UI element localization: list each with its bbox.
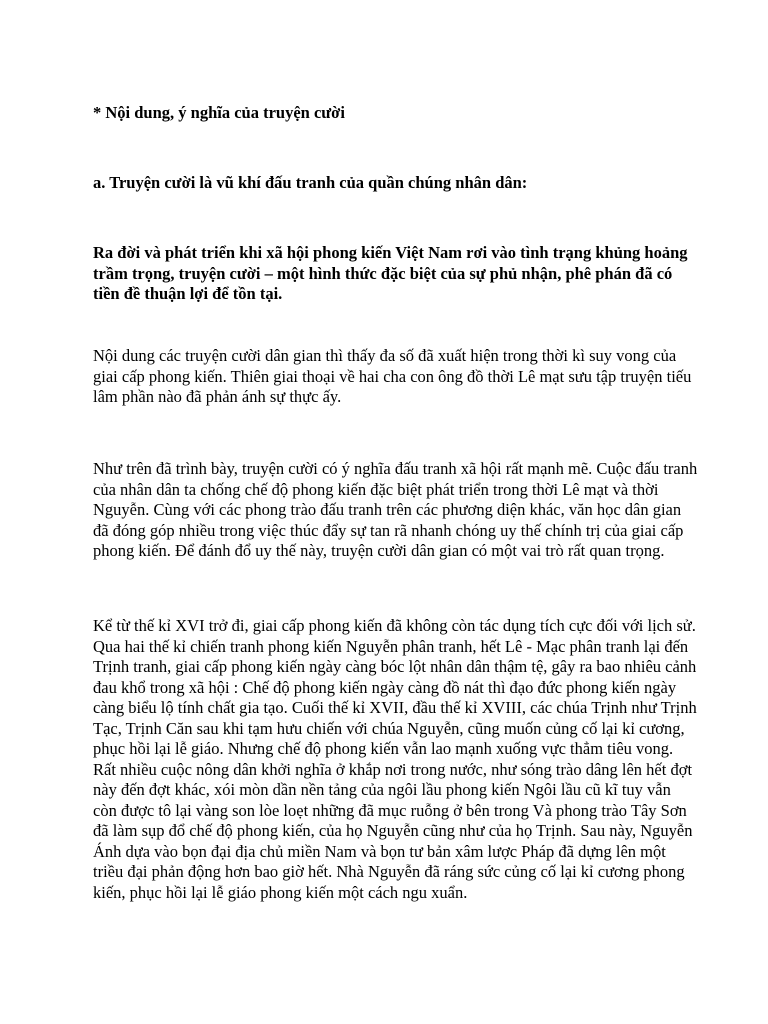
section-heading: * Nội dung, ý nghĩa của truyện cười [93,103,345,122]
subsection-heading: a. Truyện cười là vũ khí đấu tranh của quần chúng nhân dân: [93,173,528,192]
body-paragraph-3: Kể từ thế kỉ XVI trở đi, giai cấp phong kiến đã không còn tác dụng tích cực đối với lịch sử. Qua hai thế kỉ chiến tranh phong kiến Nguyễn phân tranh, hết Lê - Mạc phân tranh lại đến Trịnh tranh, giai cấp phong kiến ngày càng bóc lột nhân dân thậm tệ, gây ra bao nhiêu cảnh đau khổ trong xã hội : Chế độ phong kiến ngày càng đồ nát thì đạo đức phong kiến ngày càng biểu lộ tính chất gia tạo. Cuối thế kỉ XVII, đầu thế kỉ XVIII, các chúa Trịnh như Trịnh Tạc, Trịnh Căn sau khi tạm hưu chiến với chúa Nguyễn, cũng muốn củng cố lại kỉ cương, phục hồi lại lễ giáo. Nhưng chế độ phong kiến vẫn lao mạnh xuống vực thẳm tiêu vong. Rất nhiều cuộc nông dân khởi nghĩa ở khắp nơi trong nước, như sóng trào dâng lên hết đợt này đến đợt khác, xói mòn dần nền tảng của ngôi lầu phong kiến Ngôi lầu cũ kĩ tuy vẫn còn được tô lại vàng son lòe loẹt những đã mục ruỗng ở bên trong Và phong trào Tây Sơn đã làm sụp đổ chế độ phong kiến, của họ Nguyễn cũng như của họ Trịnh. Sau này, Nguyễn Ánh dựa vào bọn đại địa chủ miền Nam và bọn tư bản xâm lược Pháp đã dựng lên một triều đại phản động hơn bao giờ hết. Nhà Nguyễn đã ráng sức củng cố lại kỉ cương phong kiến, phục hồi lại lễ giáo phong kiến một cách ngu xuẩn. [93,616,697,902]
body-paragraph-2: Như trên đã trình bày, truyện cười có ý nghĩa đấu tranh xã hội rất mạnh mẽ. Cuộc đấu tranh của nhân dân ta chống chế độ phong kiến đặc biệt phát triển trong thời Lê mạt và thời Nguyễn. Cùng với các phong trào đấu tranh trên các phương diện khác, văn học dân gian đã đóng góp nhiều trong việc thúc đẩy sự tan rã nhanh chóng uy thế chính trị của giai cấp phong kiến. Để đánh đổ uy thế này, truyện cười dân gian có một vai trò rất quan trọng. [93,459,698,560]
intro-paragraph: Ra đời và phát triển khi xã hội phong kiến Việt Nam rơi vào tình trạng khủng hoảng trầm trọng, truyện cười – một hình thức đặc biệt của sự phủ nhận, phê phán đã có tiền đề thuận lợi để tồn tại. [93,243,688,303]
body-paragraph-1: Nội dung các truyện cười dân gian thì thấy đa số đã xuất hiện trong thời kì suy vong của giai cấp phong kiến. Thiên giai thoại về hai cha con ông đồ thời Lê mạt sưu tập truyện tiếu lâm phần nào đã phản ánh sự thực ấy. [93,346,692,406]
